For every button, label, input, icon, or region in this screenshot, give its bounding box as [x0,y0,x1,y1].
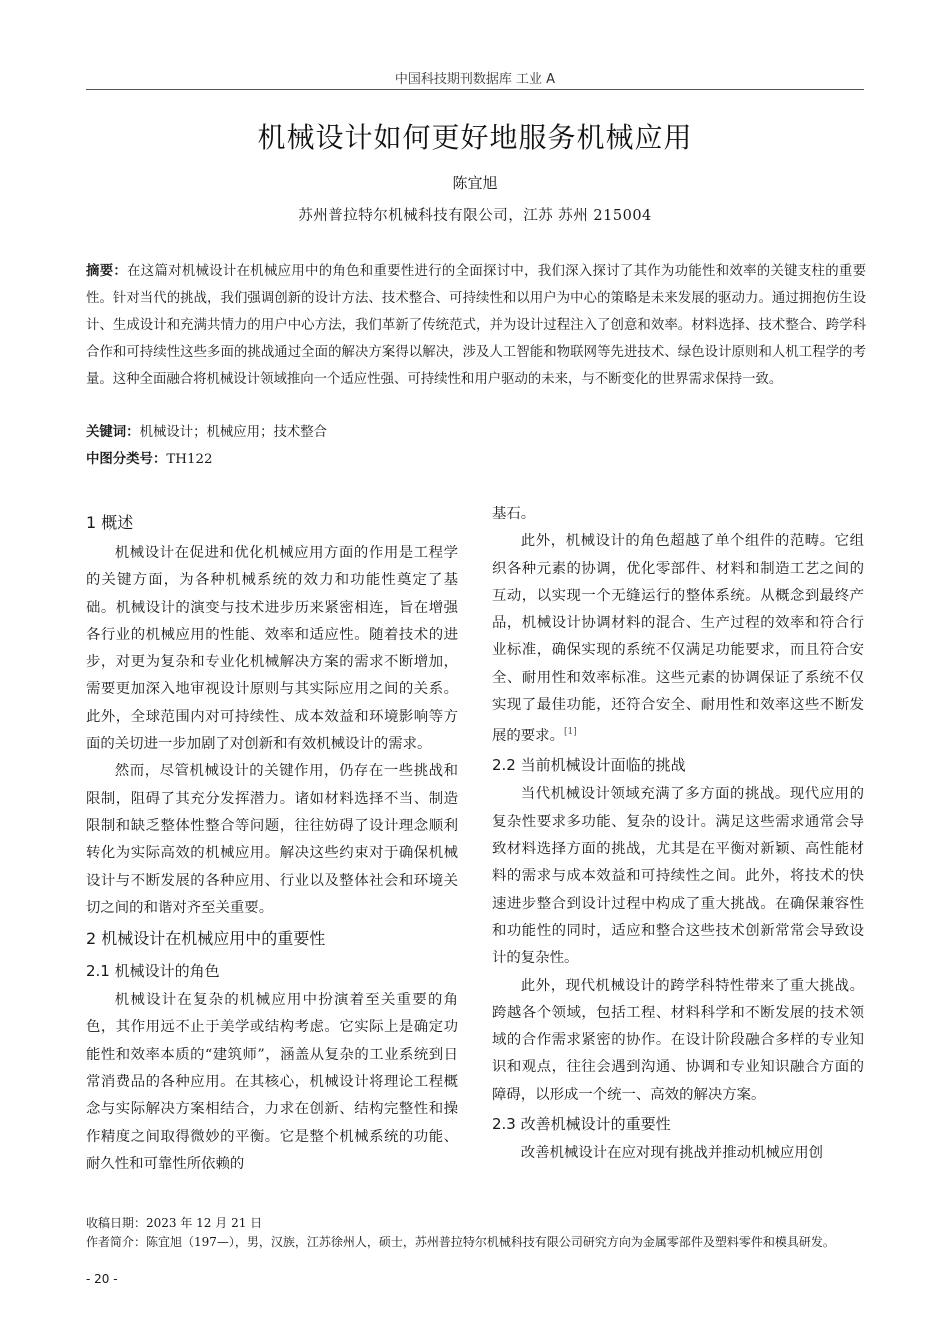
section-2-1-heading: 2.1 机械设计的角色 [86,962,220,981]
header-rule [86,89,864,90]
right-column [492,501,864,1167]
section-2-heading: 2 机械设计在机械应用中的重要性 [86,929,326,949]
citation-1[interactable]: [1] [563,727,577,738]
section-2-2-paragraph-2: 此外，现代机械设计的跨学科特性带来了重大挑战。跨越各个领域，包括工程、材料科学和不断发展的技术领域的合作需求紧密的协作。在设计阶段融合多样的专业知识和观点，往往会遇到沟通、协调和专业知识融合方面的障碍，以形成一个统一、高效的解决方案。 [492,977,864,1103]
section-1-paragraph-2: 然而，尽管机械设计的关键作用，仍存在一些挑战和限制，阻碍了其充分发挥潜力。诸如材料选择不当、制造限制和缺乏整体性整合等问题，往往妨碍了设计理念顺利转化为实际高效的机械应用。解决这些约束对于确保机械设计与不断发展的各种应用、行业以及整体社会和环境关切之间的和谐对齐至关重要。 [86,763,458,916]
paper-title: 机械设计如何更好地服务机械应用 [257,121,693,154]
section-2-1-paragraph-2-text: 此外，机械设计的角色超越了单个组件的范畴。它组织各种元素的协调，优化零部件、材料和制造工艺之间的互动，以实现一个无缝运行的整体系统。从概念到最终产品，机械设计协调材料的混合、生产过程的效率和符合行业标准，确保实现的系统不仅满足功能要求，而且符合安全、耐用性和效率标准。这些元素的协调保证了系统不仅实现了最佳功能，还符合安全、耐用性和效率这些不断发展的要求。 [492,533,864,745]
keywords-text: 机械设计；机械应用；技术整合 [139,425,328,440]
abstract-label: 摘要： [86,264,128,279]
page-number: - 20 - [86,1272,118,1286]
section-2-2-paragraph-1: 当代机械设计领域充满了多方面的挑战。现代应用的复杂性要求多功能、复杂的设计。满足这些需求通常会导致材料选择方面的挑战，尤其是在平衡对新颖、高性能材料的需求与成本效益和可持续性之间。此外，将技术的快速进步整合到设计过程中构成了重大挑战。在确保兼容性和功能性的同时，适应和整合这些技术创新常常会导致设计的复杂性。 [492,786,864,967]
author-name: 陈宜旭 [452,174,498,192]
left-column [86,506,458,1178]
journal-header: 中国科技期刊数据库 工业 A [394,72,556,87]
section-2-1-paragraph-1-continued: 基石。 [492,506,536,522]
clc-text: TH122 [166,452,213,467]
abstract-text: 在这篇对机械设计在机械应用中的角色和重要性进行的全面探讨中，我们深入探讨了其作为功能性和效率的关键支柱的重要性。针对当代的挑战，我们强调创新的设计方法、技术整合、可持续性和以用户为中心的策略是未来发展的驱动力。通过拥抱仿生设计、生成设计和充满共情力的用户中心方法，我们革新了传统范式，并为设计过程注入了创意和效率。材料选择、技术整合、跨学科合作和可持续性这些多面的挑战通过全面的解决方案得以解决，涉及人工智能和物联网等先进技术、绿色设计原则和人机工程学的考量。这种全面融合将机械设计领域推向一个适应性强、可持续性和用户驱动的未来，与不断变化的世界需求保持一致。 [86,264,867,387]
clc-label: 中图分类号： [86,452,167,467]
footnote [86,1214,866,1252]
abstract [86,258,866,393]
section-2-1-paragraph-2 [492,528,864,750]
keywords-label: 关键词： [86,425,140,440]
section-2-1-paragraph-1: 机械设计在复杂的机械应用中扮演着至关重要的角色，其作用远不止于美学或结构考虑。它实际上是确定功能性和效率本质的“建筑师”，涵盖从复杂的工业系统到日常消费品的各种应用。在其核心，机械设计将理论工程概念与实际解决方案相结合，力求在创新、结构完整性和操作精度之间取得微妙的平衡。它是整个机械系统的功能、耐久性和可靠性所依赖的 [86,992,458,1172]
author-bio: 作者简介：陈宜旭（197—），男，汉族，江苏徐州人，硕士，苏州普拉特尔机械科技有限公司研究方向为金属零部件及塑料零件和模具研发。 [86,1235,835,1249]
section-2-3-heading: 2.3 改善机械设计的重要性 [492,1115,671,1134]
section-2-2-heading: 2.2 当前机械设计面临的挑战 [492,756,686,775]
author-affiliation: 苏州普拉特尔机械科技有限公司，江苏 苏州 215004 [298,208,652,224]
section-1-heading: 1 概述 [86,513,134,532]
received-date: 收稿日期：2023 年 12 月 21 日 [86,1216,263,1230]
clc-number [86,448,866,472]
section-1-paragraph-1: 机械设计在促进和优化机械应用方面的作用是工程学的关键方面，为各种机械系统的效力和功能性奠定了基础。机械设计的演变与技术进步历来紧密相连，旨在增强各行业的机械应用的性能、效率和适应性。随着技术的进步，对更为复杂和专业化机械解决方案的需求不断增加，需要更加深入地审视设计原则与其实际应用之间的关系。此外，全球范围内对可持续性、成本效益和环境影响等方面的关切进一步加剧了对创新和有效机械设计的需求。 [86,545,458,753]
section-2-3-paragraph-1: 改善机械设计在应对现有挑战并推动机械应用创 [520,1145,824,1162]
keywords [86,421,866,445]
